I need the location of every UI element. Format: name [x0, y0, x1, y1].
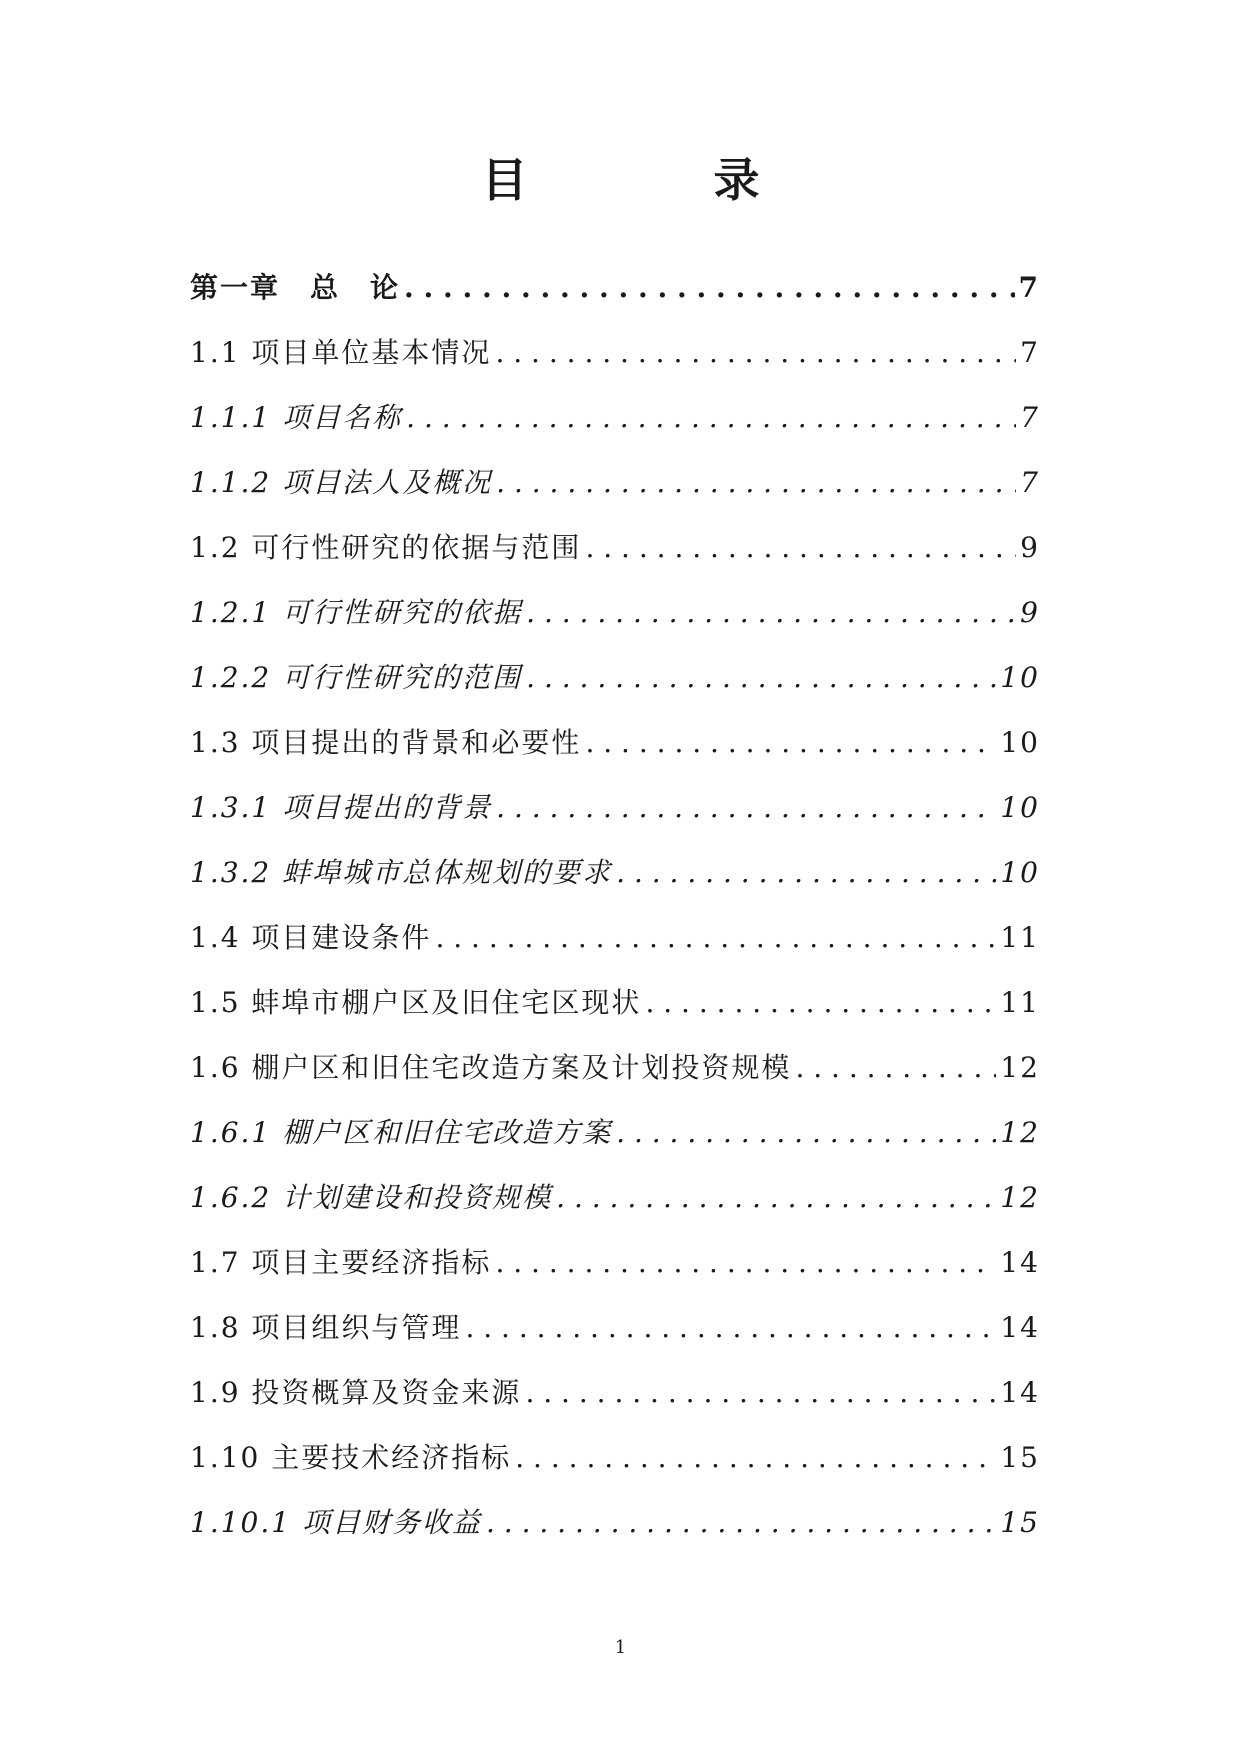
toc-entry-page: 15: [1000, 1441, 1040, 1474]
toc-entry[interactable]: [190, 268, 1040, 333]
toc-entry-label: 1.3 项目提出的背景和必要性: [190, 726, 582, 759]
toc-entry[interactable]: [190, 723, 1040, 788]
toc-entry[interactable]: [190, 463, 1040, 528]
toc-entry-label: 1.5 蚌埠市棚户区及旧住宅区现状: [190, 986, 642, 1019]
toc-dot-leader: [585, 528, 1016, 568]
toc-entry[interactable]: [190, 333, 1040, 398]
toc-entry[interactable]: [190, 398, 1040, 463]
toc-entry-label: 1.3.2 蚌埠城市总体规划的要求: [190, 856, 613, 889]
toc-entry-label: 1.10.1 项目财务收益: [190, 1506, 482, 1539]
toc-entry-label: 1.7 项目主要经济指标: [190, 1246, 492, 1279]
toc-entry-label: 1.10 主要技术经济指标: [190, 1441, 512, 1474]
toc-entry[interactable]: [190, 593, 1040, 658]
toc-dot-leader: [645, 983, 996, 1023]
toc-entry-label: 1.3.1 项目提出的背景: [190, 791, 493, 824]
toc-dot-leader: [495, 333, 1016, 373]
toc-list: [190, 268, 1040, 1568]
toc-dot-leader: [616, 1113, 996, 1153]
toc-dot-leader: [795, 1048, 996, 1088]
toc-entry[interactable]: [190, 1243, 1040, 1308]
toc-entry-label: 1.2.1 可行性研究的依据: [190, 596, 523, 629]
toc-entry-label: 1.2.2 可行性研究的范围: [190, 661, 523, 694]
toc-dot-leader: [525, 1373, 996, 1413]
toc-entry-label: 1.8 项目组织与管理: [190, 1311, 462, 1344]
toc-dot-leader: [435, 918, 996, 958]
page-title: 目 录: [481, 153, 830, 207]
toc-dot-leader: [616, 853, 996, 893]
toc-entry-page: 7: [1020, 401, 1040, 434]
toc-entry-page: 11: [1000, 986, 1040, 1019]
toc-entry-page: 10: [1000, 726, 1040, 759]
toc-entry-label: 1.9 投资概算及资金来源: [190, 1376, 522, 1409]
toc-dot-leader: [526, 658, 996, 698]
toc-dot-leader: [495, 1243, 996, 1283]
toc-dot-leader: [496, 463, 1016, 503]
toc-entry-label: 1.4 项目建设条件: [190, 921, 432, 954]
toc-entry-page: 10: [1000, 791, 1040, 824]
toc-entry-page: 7: [1020, 336, 1040, 369]
toc-entry-page: 10: [1000, 856, 1040, 889]
toc-entry[interactable]: [190, 918, 1040, 983]
toc-entry-label: 1.1 项目单位基本情况: [190, 336, 492, 369]
toc-entry-page: 10: [1000, 661, 1040, 694]
toc-dot-leader: [556, 1178, 996, 1218]
toc-entry-page: 14: [1000, 1246, 1040, 1279]
toc-dot-leader: [465, 1308, 996, 1348]
toc-entry-page: 9: [1020, 531, 1040, 564]
toc-entry-label: 1.1.1 项目名称: [190, 401, 403, 434]
toc-entry[interactable]: [190, 1438, 1040, 1503]
toc-entry-page: 9: [1020, 596, 1040, 629]
toc-dot-leader: [585, 723, 996, 763]
toc-dot-leader: [486, 1503, 996, 1543]
toc-entry-label: 1.2 可行性研究的依据与范围: [190, 531, 582, 564]
toc-entry[interactable]: [190, 1048, 1040, 1113]
toc-dot-leader: [406, 398, 1016, 438]
toc-entry-label: 1.6.1 棚户区和旧住宅改造方案: [190, 1116, 613, 1149]
toc-entry-page: 15: [1000, 1506, 1040, 1539]
toc-entry-page: 14: [1000, 1376, 1040, 1409]
toc-entry[interactable]: [190, 853, 1040, 918]
toc-entry[interactable]: [190, 983, 1040, 1048]
toc-entry-page: 12: [1000, 1116, 1040, 1149]
toc-entry-page: 12: [1000, 1181, 1040, 1214]
toc-entry-label: 1.6 棚户区和旧住宅改造方案及计划投资规模: [190, 1051, 792, 1084]
toc-entry[interactable]: [190, 1178, 1040, 1243]
toc-entry[interactable]: [190, 1308, 1040, 1373]
toc-dot-leader: [496, 788, 996, 828]
toc-entry[interactable]: [190, 1503, 1040, 1568]
toc-dot-leader: [515, 1438, 996, 1478]
toc-dot-leader: [404, 268, 1015, 308]
toc-entry-label: 1.1.2 项目法人及概况: [190, 466, 493, 499]
toc-entry[interactable]: [190, 658, 1040, 723]
toc-entry-label: 1.6.2 计划建设和投资规模: [190, 1181, 553, 1214]
toc-dot-leader: [526, 593, 1016, 633]
toc-entry-page: 7: [1018, 271, 1040, 304]
toc-entry-page: 14: [1000, 1311, 1040, 1344]
toc-entry-page: 12: [1000, 1051, 1040, 1084]
toc-entry-page: 11: [1000, 921, 1040, 954]
toc-entry[interactable]: [190, 1373, 1040, 1438]
page-number: 1: [614, 1637, 627, 1658]
toc-entry-label: 第一章 总 论: [190, 271, 401, 304]
toc-entry[interactable]: [190, 528, 1040, 593]
toc-entry[interactable]: [190, 788, 1040, 853]
toc-entry[interactable]: [190, 1113, 1040, 1178]
toc-entry-page: 7: [1020, 466, 1040, 499]
